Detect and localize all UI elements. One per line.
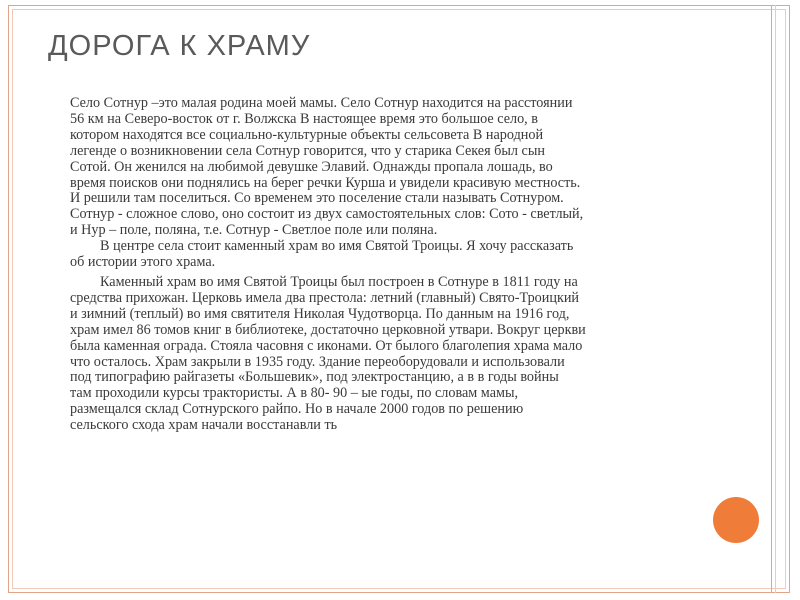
text-line: сельского схода храм начали восстанавли ть: [70, 417, 338, 434]
text-line: была каменная ограда. Стояла часовня с иконами. От былого благолепия храма мало: [70, 337, 583, 354]
text-line: 56 км на Северо-восток от г. Волжска В настоящее время это большое село, в: [70, 110, 538, 127]
text-line: средства прихожан. Церковь имела два престола: летний (главный) Свято-Троицкий: [70, 289, 580, 306]
slide-frame-right-line-inner: [775, 5, 776, 593]
bullet-1-text: [70, 96, 698, 271]
text-line: и Нур – поле, поляна, т.е. Сотнур - Светлое поле или поляна.: [70, 222, 438, 239]
text-line: что осталось. Храм закрыли в 1935 году. Здание переоборудовали и использовали: [70, 353, 565, 370]
text-line: Сотой. Он женился на любимой девушке Элавий. Однажды пропала лошадь, во: [70, 158, 553, 175]
text-line: храм имел 86 томов книг в библиотеке, достаточно церковной утвари. Вокруг церкви: [70, 321, 586, 338]
text-line: Каменный храм во имя Святой Троицы был построен в Сотнуре в 1811 году на: [100, 274, 578, 290]
text-line: об истории этого храма.: [70, 254, 216, 271]
text-line: размещался склад Сотнурского райпо. Но в начале 2000 годов по решению: [70, 401, 524, 418]
bullet-2-text: [70, 275, 698, 434]
decorative-orange-circle-icon: [713, 497, 759, 543]
text-line: там проходили курсы трактористы. А в 80- 90 – ые годы, по словам мамы,: [70, 385, 519, 402]
text-line: Сотнур - сложное слово, оно состоит из двух самостоятельных слов: Сото - светлый,: [70, 206, 584, 223]
text-line: котором находятся все социально-культурные объекты сельсовета В народной: [70, 126, 544, 143]
text-line: под типографию райгазеты «Большевик», под электростанцию, а в в годы войны: [70, 369, 559, 386]
text-line: В центре села стоит каменный храм во имя Святой Троицы. Я хочу рассказать: [100, 238, 574, 255]
slide-title: ДОРОГА К ХРАМУ: [48, 30, 311, 62]
slide-frame-right-line: [771, 5, 772, 593]
text-line: легенде о возникновении села Сотнур говорится, что у старика Секея был сын: [70, 142, 545, 159]
text-line: Село Сотнур –это малая родина моей мамы. Село Сотнур находится на расстоянии: [70, 95, 573, 111]
text-line: время поисков они поднялись на берег речки Курша и увидели красивую местность.: [70, 174, 581, 191]
text-line: и зимний (теплый) во имя святителя Николая Чудотворца. По данным на 1916 год,: [70, 305, 570, 322]
text-line: И решили там поселиться. Со временем это поселение стали называть Сотнуром.: [70, 190, 564, 207]
